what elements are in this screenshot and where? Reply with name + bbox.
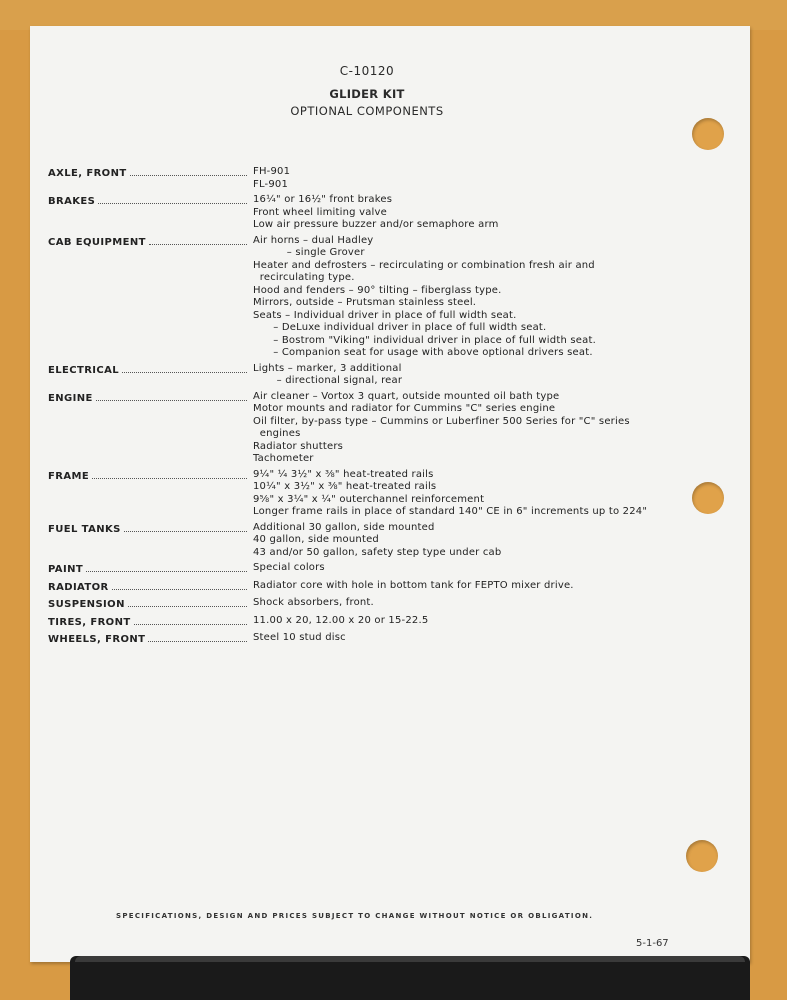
spec-label-text: ELECTRICAL — [48, 364, 120, 376]
spec-row — [48, 194, 688, 232]
spec-label-text: FUEL TANKS — [48, 523, 121, 535]
spec-row — [48, 632, 688, 647]
spec-row — [48, 166, 688, 191]
spec-label-text: AXLE, FRONT — [48, 168, 127, 179]
spec-values — [253, 522, 688, 560]
dotted-leader — [92, 470, 247, 479]
spec-row — [48, 469, 688, 519]
spec-label-text: FRAME — [48, 470, 90, 482]
spec-value-line: – DeLuxe individual driver in place of full width seat. — [253, 322, 547, 333]
spec-value-line: Special colors — [253, 562, 325, 573]
spec-row — [48, 522, 688, 560]
dotted-leader — [98, 195, 247, 204]
spec-value-line: 9¼" ¼ 3½" x ⅜" heat-treated rails — [253, 468, 434, 480]
binder-hole-middle — [692, 482, 724, 514]
spec-value-line: 11.00 x 20, 12.00 x 20 or 15-22.5 — [253, 614, 429, 626]
spec-label — [48, 391, 253, 466]
binder-hole-bottom — [686, 840, 718, 872]
spec-values — [253, 632, 688, 647]
spec-label — [48, 522, 253, 560]
spec-value-line: Shock absorbers, front. — [253, 597, 374, 608]
spec-values — [253, 166, 688, 191]
spec-value-line: Low air pressure buzzer and/or semaphore arm — [253, 219, 499, 230]
spec-row — [48, 562, 688, 577]
spec-value-line: Air horns – dual Hadley — [253, 234, 374, 246]
spec-label-text: CAB EQUIPMENT — [48, 236, 146, 248]
document-number: C-10120 — [339, 64, 395, 78]
spec-value-line: 43 and/or 50 gallon, safety step type under cab — [253, 546, 502, 558]
dotted-leader — [128, 598, 247, 607]
binder-clip — [70, 956, 750, 1000]
spec-label-text: WHEELS, FRONT — [48, 634, 146, 645]
spec-value-line: Heater and defrosters – recirculating or combination fresh air and — [253, 259, 595, 271]
binder-clip-highlight — [75, 956, 745, 962]
spec-value-line: Longer frame rails in place of standard 140" CE in 6" increments up to 224" — [253, 506, 648, 517]
spec-value-line: Air cleaner – Vortox 3 quart, outside mounted oil bath type — [253, 390, 560, 402]
spec-label-text: BRAKES — [48, 196, 96, 207]
document-subtitle: OPTIONAL COMPONENTS — [290, 104, 444, 118]
spec-value-line: 10¼" x 3½" x ⅜" heat-treated rails — [253, 481, 437, 492]
spec-label — [48, 632, 253, 647]
spec-value-line: Seats – Individual driver in place of full width seat. — [253, 309, 517, 321]
spec-value-line: – single Grover — [253, 247, 365, 258]
spec-row — [48, 391, 688, 466]
spec-value-line: Tachometer — [253, 453, 314, 464]
dotted-leader — [124, 523, 247, 532]
spec-value-line: Hood and fenders – 90° tilting – fiberglass type. — [253, 284, 502, 296]
spec-value-line: FH-901 — [253, 166, 291, 177]
spec-values — [253, 597, 688, 612]
spec-value-line: 40 gallon, side mounted — [253, 534, 379, 545]
spec-label-text: TIRES, FRONT — [48, 616, 131, 628]
footer-disclaimer: SPECIFICATIONS, DESIGN AND PRICES SUBJECT TO CHANGE WITHOUT NOTICE OR OBLIGATION. — [116, 912, 594, 920]
spec-values — [253, 194, 688, 232]
spec-label — [48, 580, 253, 595]
spec-row — [48, 615, 688, 630]
dotted-leader — [149, 236, 247, 245]
spec-value-line: – Bostrom "Viking" individual driver in place of full width seat. — [253, 334, 596, 346]
spec-value-line: Lights – marker, 3 additional — [253, 362, 402, 374]
spec-value-line: – directional signal, rear — [253, 375, 403, 386]
spec-value-line: Front wheel limiting valve — [253, 206, 387, 218]
spec-label — [48, 469, 253, 519]
spec-value-line: Additional 30 gallon, side mounted — [253, 521, 435, 533]
spec-label-text: SUSPENSION — [48, 599, 125, 610]
binder-hole-top — [692, 118, 724, 150]
dotted-leader — [122, 364, 247, 373]
document-page — [30, 26, 750, 962]
spec-value-line: Oil filter, by-pass type – Cummins or Luberfiner 500 Series for "C" series — [253, 415, 630, 427]
spec-label — [48, 597, 253, 612]
spec-label — [48, 194, 253, 232]
spec-label — [48, 363, 253, 388]
spec-label-text: ENGINE — [48, 392, 93, 404]
spec-value-line: 9⅝" x 3¼" x ¼" outerchannel reinforcement — [253, 493, 485, 505]
spec-value-line: FL-901 — [253, 178, 289, 190]
spec-label — [48, 235, 253, 360]
document-date: 5-1-67 — [636, 938, 669, 949]
spec-value-line: Mirrors, outside – Prutsman stainless steel. — [253, 297, 477, 308]
spec-values — [253, 469, 688, 519]
spec-values — [253, 562, 688, 577]
spec-value-line: 16¼" or 16½" front brakes — [253, 194, 393, 205]
spec-label — [48, 562, 253, 577]
spec-row — [48, 597, 688, 612]
spec-value-line: Radiator core with hole in bottom tank for FEPTO mixer drive. — [253, 579, 574, 591]
spec-value-line: Radiator shutters — [253, 440, 344, 452]
spec-values — [253, 363, 688, 388]
dotted-leader — [134, 616, 247, 625]
spec-value-line: recirculating type. — [253, 272, 355, 283]
dotted-leader — [112, 581, 247, 590]
dotted-leader — [86, 563, 247, 572]
spec-value-line: engines — [253, 428, 301, 439]
spec-row — [48, 235, 688, 360]
dotted-leader — [130, 167, 247, 176]
spec-label — [48, 615, 253, 630]
dotted-leader — [96, 392, 247, 401]
spec-values — [253, 391, 688, 466]
document-title: GLIDER KIT — [329, 87, 405, 101]
spec-value-line: Steel 10 stud disc — [253, 632, 346, 643]
spec-label-text: PAINT — [48, 564, 84, 575]
spec-label-text: RADIATOR — [48, 581, 109, 593]
spec-values — [253, 615, 688, 630]
spec-row — [48, 580, 688, 595]
spec-label — [48, 166, 253, 191]
spec-values — [253, 235, 688, 360]
spec-values — [253, 580, 688, 595]
spec-row — [48, 363, 688, 388]
dotted-leader — [148, 633, 247, 642]
spec-list — [48, 166, 688, 650]
spec-value-line: Motor mounts and radiator for Cummins "C" series engine — [253, 403, 556, 414]
spec-value-line: – Companion seat for usage with above optional drivers seat. — [253, 347, 593, 358]
